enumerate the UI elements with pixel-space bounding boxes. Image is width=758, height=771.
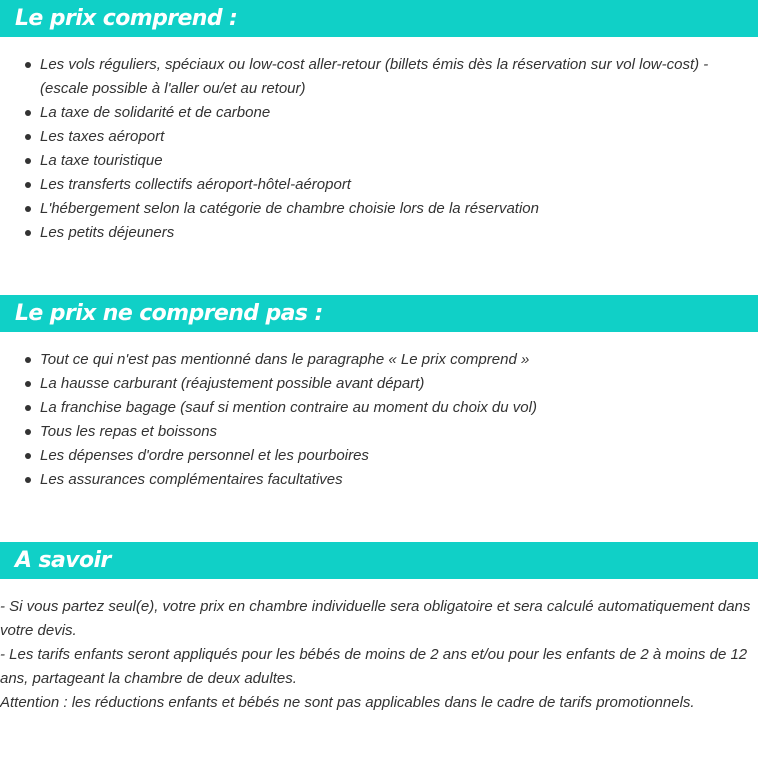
info-paragraph: - Les tarifs enfants seront appliqués pour les bébés de moins de 2 ans et/ou pour les enfants de 2 à moins de 12 ans, partageant la chambre de deux adultes.: [0, 646, 748, 687]
section-header-not-included: [0, 295, 758, 332]
list-item-text: Les petits déjeuners: [40, 224, 175, 241]
list-item: [0, 372, 740, 396]
list-item: [0, 125, 740, 149]
list-item: [0, 221, 740, 245]
list-item-text: La taxe de solidarité et de carbone: [40, 104, 271, 121]
bullet-icon: [25, 357, 31, 363]
list-item: [0, 396, 740, 420]
section-header-info: [0, 542, 758, 579]
bullet-icon: [25, 134, 31, 140]
section-title-info: A savoir: [15, 548, 111, 573]
bullet-icon: [25, 110, 31, 116]
list-item: [0, 444, 740, 468]
list-item-text: La taxe touristique: [40, 152, 163, 169]
list-item: [0, 420, 740, 444]
bullet-icon: [25, 429, 31, 435]
bullet-icon: [25, 206, 31, 212]
info-paragraph: - Si vous partez seul(e), votre prix en chambre individuelle sera obligatoire et sera calculé automatiquement dans votre devis.: [0, 598, 751, 639]
list-item: [0, 101, 740, 125]
list-item: [0, 53, 740, 101]
list-item-text: La hausse carburant (réajustement possible avant départ): [40, 375, 425, 392]
section-title-not-included: Le prix ne comprend pas :: [15, 301, 323, 326]
list-item: [0, 197, 740, 221]
list-item-text: L'hébergement selon la catégorie de chambre choisie lors de la réservation: [40, 200, 539, 217]
list-item-text: Les vols réguliers, spéciaux ou low-cost aller-retour (billets émis dès la réservation sur vol low-cost) - (escale possible à l'aller ou/et au retour): [40, 56, 709, 97]
list-item: [0, 149, 740, 173]
info-paragraph: Attention : les réductions enfants et bébés ne sont pas applicables dans le cadre de tarifs promotionnels.: [0, 694, 695, 711]
list-item: [0, 348, 740, 372]
list-item-text: Tous les repas et boissons: [40, 423, 218, 440]
list-item-text: Tout ce qui n'est pas mentionné dans le paragraphe « Le prix comprend »: [40, 351, 530, 368]
bullet-icon: [25, 182, 31, 188]
bullet-icon: [25, 62, 31, 68]
bullet-icon: [25, 453, 31, 459]
bullet-icon: [25, 158, 31, 164]
bullet-icon: [25, 477, 31, 483]
bullet-icon: [25, 381, 31, 387]
not-included-list: [0, 348, 740, 492]
list-item-text: La franchise bagage (sauf si mention contraire au moment du choix du vol): [40, 399, 537, 416]
list-item: [0, 173, 740, 197]
included-list: [0, 53, 740, 245]
bullet-icon: [25, 230, 31, 236]
section-header-included: [0, 0, 758, 37]
list-item-text: Les assurances complémentaires facultatives: [40, 471, 343, 488]
bullet-icon: [25, 405, 31, 411]
info-notes: [0, 595, 755, 715]
list-item: [0, 468, 740, 492]
list-item-text: Les taxes aéroport: [40, 128, 165, 145]
list-item-text: Les dépenses d'ordre personnel et les pourboires: [40, 447, 369, 464]
list-item-text: Les transferts collectifs aéroport-hôtel-aéroport: [40, 176, 351, 193]
section-title-included: Le prix comprend :: [15, 6, 238, 31]
